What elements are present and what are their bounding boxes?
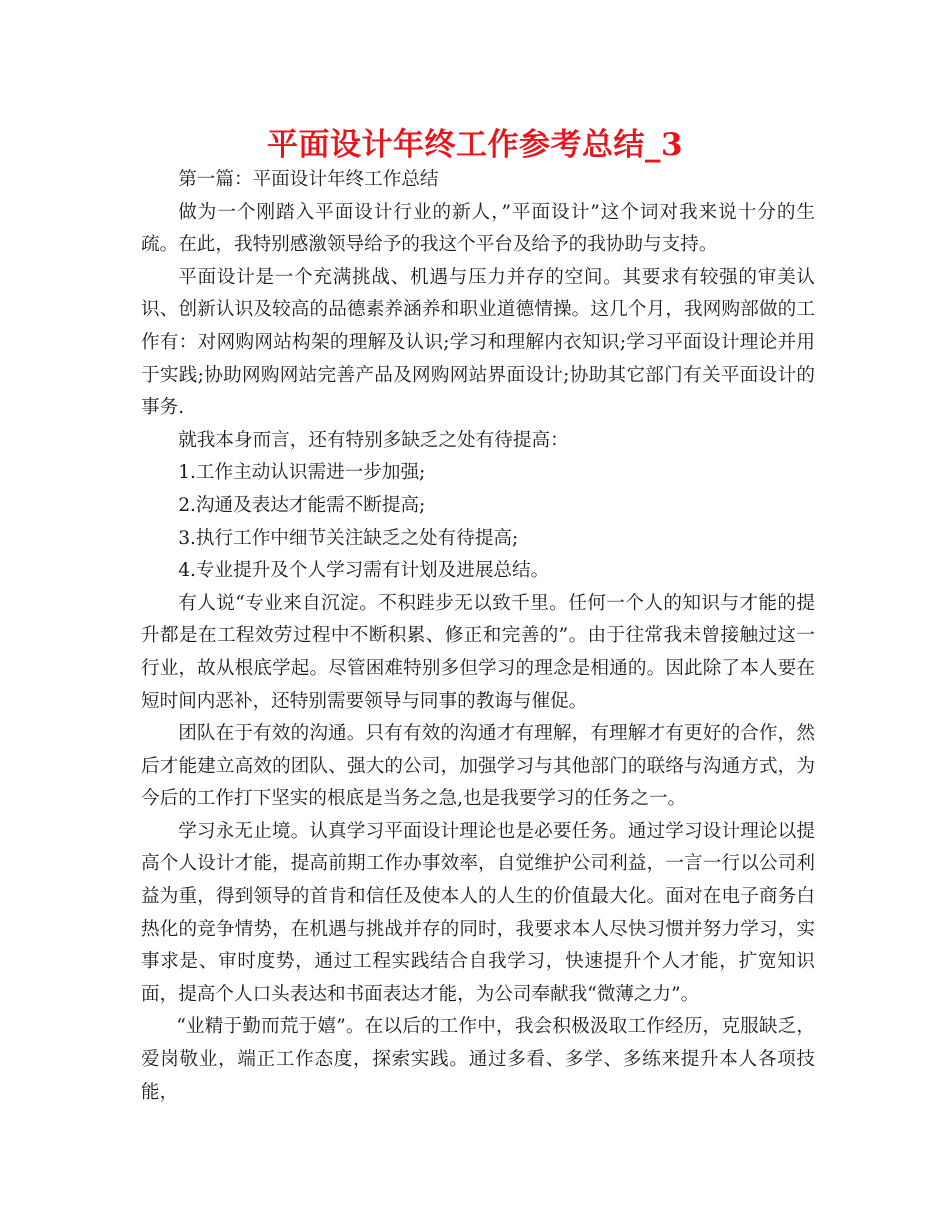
- paragraph: 平面设计是一个充满挑战、机遇与压力并存的空间。其要求有较强的审美认识、创新认识及较高的品德素养涵养和职业道德情操。这几个月，我网购部做的工作有：对网购网站构架的理解及认识;学习和理解内衣知识;学习平面设计理论并用于实践;协助网购网站完善产品及网购网站界面设计;协助其它部门有关平面设计的事务.: [141, 266, 815, 419]
- list-item: 1.工作主动认识需进一步加强;: [178, 462, 426, 484]
- paragraph: 有人说“专业来自沉淀。不积跬步无以致千里。任何一个人的知识与才能的提升都是在工程效劳过程中不断积累、修正和完善的”。由于往常我未曾接触过这一行业，故从根底学起。尽管困难特别多但学习的理念是相通的。因此除了本人要在短时间内恶补，还特别需要领导与同事的教诲与催促。: [141, 592, 815, 712]
- paragraph: 学习永无止境。认真学习平面设计理论也是必要任务。通过学习设计理论以提高个人设计才能，提高前期工作办事效率，自觉维护公司利益，一言一行以公司利益为重，得到领导的首肯和信任及使本人的人生的价值最大化。面对在电子商务白热化的竞争情势，在机遇与挑战并存的同时，我要求本人尽快习惯并努力学习，实事求是、审时度势，通过工程实践结合自我学习，快速提升个人才能，扩宽知识面，提高个人口头表达和书面表达才能，为公司奉献我“微薄之力”。: [141, 820, 815, 1005]
- paragraph: “业精于勤而荒于嬉”。在以后的工作中，我会积极汲取工作经历，克服缺乏，爱岗敬业，端正工作态度，探索实践。通过多看、多学、多练来提升本人各项技能，: [141, 1016, 815, 1103]
- list-item: 4.专业提升及个人学习需有计划及进展总结。: [178, 560, 550, 582]
- list-item: 2.沟通及表达才能需不断提高;: [178, 494, 426, 516]
- paragraph: 做为一个刚踏入平面设计行业的新人，”平面设计”这个词对我来说十分的生疏。在此，我特别感激领导给予的我这个平台及给予的我协助与支持。: [141, 201, 815, 256]
- list-item: 3.执行工作中细节关注缺乏之处有待提高;: [178, 527, 519, 549]
- section-heading: 第一篇：平面设计年终工作总结: [178, 169, 439, 190]
- paragraph: 就我本身而言，还有特别多缺乏之处有待提高：: [178, 429, 569, 451]
- paragraph: 团队在于有效的沟通。只有有效的沟通才有理解，有理解才有更好的合作，然后才能建立高效的团队、强大的公司，加强学习与其他部门的联络与沟通方式，为今后的工作打下坚实的根底是当务之急,也是我要学习的任务之一。: [141, 723, 815, 810]
- document-body: [141, 164, 815, 1109]
- document-title: 平面设计年终工作参考总结_3: [266, 127, 684, 163]
